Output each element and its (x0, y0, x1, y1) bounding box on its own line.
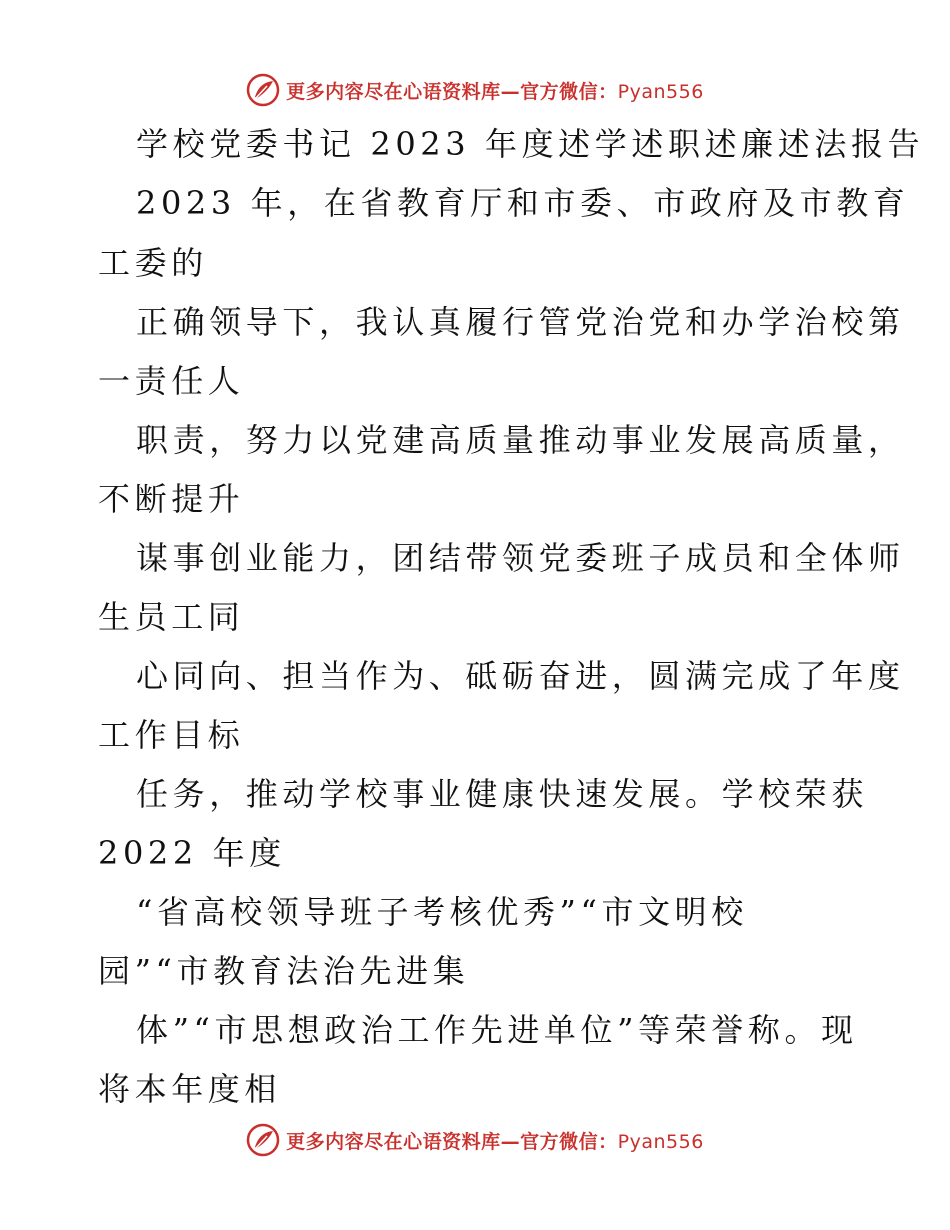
text-line: 2022 年度 (98, 834, 286, 872)
text-line: 正确领导下，我认真履行管党治党和办学治校第 (136, 303, 905, 341)
text-line: 一责任人 (98, 362, 245, 400)
red-leaf-pen-logo-icon (246, 73, 280, 107)
document-title: 学校党委书记 2023 年度述学述职述廉述法报告 (136, 125, 925, 163)
watermark-text: 更多内容尽在心语资料库—官方微信： (286, 80, 618, 103)
text-line: 园”“市教育法治先进集 (98, 952, 470, 990)
text-line: 将本年度相 (98, 1070, 282, 1108)
text-line: 2023 年，在省教育厅和市委、市政府及市教育 (136, 184, 910, 222)
text-line: 体”“市思想政治工作先进单位”等荣誉称。现 (136, 1011, 858, 1049)
watermark-wechat-id: Pyan556 (617, 80, 704, 103)
text-line: 职责，努力以党建高质量推动事业发展高质量， (136, 421, 905, 459)
text-line: 生员工同 (98, 598, 245, 636)
text-line: 谋事创业能力，团结带领党委班子成员和全体师 (136, 539, 905, 577)
text-line: “省高校领导班子考核优秀”“市文明校 (136, 893, 748, 931)
text-line: 工作目标 (98, 716, 245, 754)
watermark-wechat-id: Pyan556 (617, 1130, 704, 1153)
red-leaf-pen-logo-icon (246, 1123, 280, 1157)
footer-watermark-banner (0, 1120, 950, 1160)
header-watermark-banner (0, 70, 950, 110)
watermark-text: 更多内容尽在心语资料库—官方微信： (286, 1130, 618, 1153)
text-line: 不断提升 (98, 480, 245, 518)
text-line: 工委的 (98, 244, 208, 282)
text-line: 心同向、担当作为、砥砺奋进，圆满完成了年度 (136, 657, 905, 695)
text-line: 任务，推动学校事业健康快速发展。学校荣获 (136, 775, 869, 813)
